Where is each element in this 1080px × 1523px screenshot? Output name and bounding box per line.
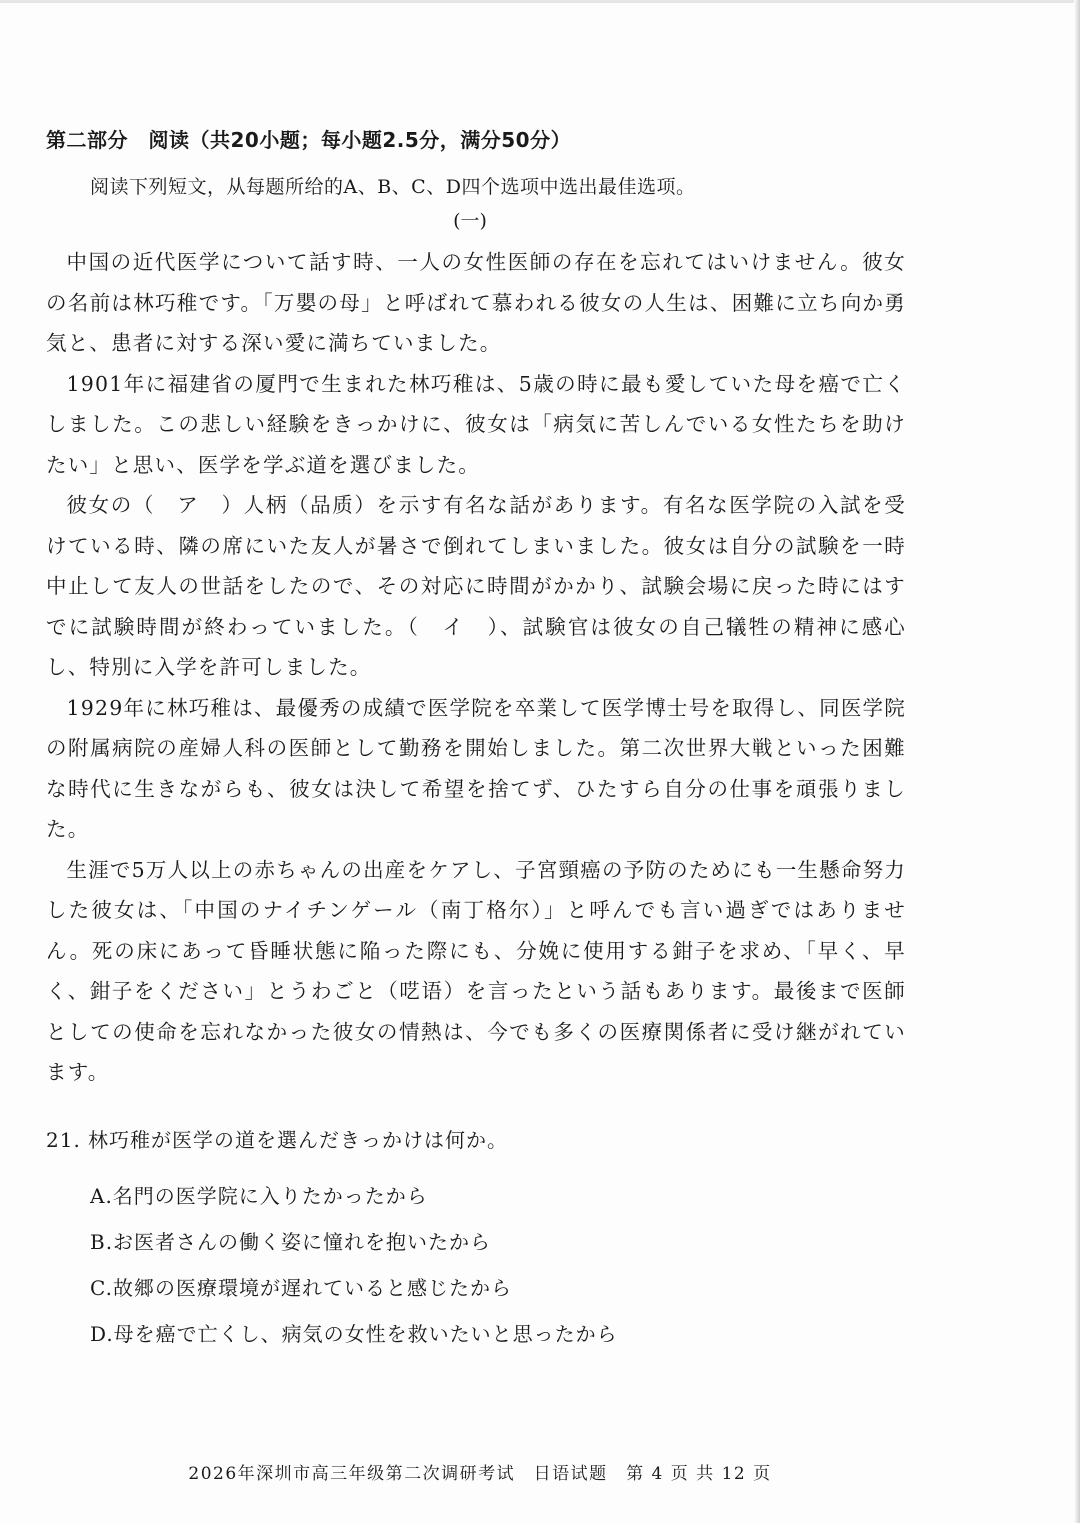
- passage-paragraph-1: 中国の近代医学について話す時、一人の女性医師の存在を忘れてはいけません。彼女の名前は林巧稚です。「万嬰の母」と呼ばれて慕われる彼女の人生は、困難に立ち向か勇気と、患者に対する深い愛に満ちていました。: [46, 250, 906, 355]
- passage-paragraph-3: 彼女の（ ア ）人柄（品质）を示す有名な話があります。有名な医学院の入試を受けている時、隣の席にいた友人が暑さで倒れてしまいました。彼女は自分の試験を一時中止して友人の世話をしたので、その対応に時間がかかり、試験会場に戻った時にはすでに試験時間が終わっていました。（ イ ）、試験官は彼女の自己犠牲の精神に感心し、特別に入学を許可しました。: [46, 493, 906, 679]
- question-text: 林巧稚が医学の道を選んだきっかけは何か。: [88, 1128, 508, 1152]
- answer-options: [90, 1173, 946, 1357]
- page-footer: 2026年深圳市高三年级第二次调研考试 日语试题 第 4 页 共 12 页: [188, 1464, 772, 1484]
- passage-paragraph-5: 生涯で5万人以上の赤ちゃんの出産をケアし、子宮頸癌の予防のためにも一生懸命努力した彼女は、「中国のナイチンゲール（南丁格尔）」と呼んでも言い過ぎではありません。死の床にあって昏睡状態に陥った際にも、分娩に使用する鉗子を求め、「早く、早く、鉗子をください」とうわごと（呓语）を言ったという話もあります。最後まで医師としての使命を忘れなかった彼女の情熱は、今でも多くの医療関係者に受け継がれています。: [46, 857, 906, 1084]
- option-b: B.お医者さんの働く姿に憧れを抱いたから: [90, 1230, 492, 1254]
- reading-instruction: 阅读下列短文，从每题所给的A、B、C、D四个选项中选出最佳选项。: [90, 176, 696, 198]
- passage-number: (一): [453, 210, 487, 232]
- question-21: [46, 1124, 946, 1357]
- option-c: C.故郷の医療環境が遅れていると感じたから: [90, 1276, 512, 1300]
- scan-top-edge: [0, 0, 1080, 3]
- section-title: 第二部分 阅读（共20小题；每小题2.5分，满分50分）: [46, 128, 572, 152]
- question-number: 21.: [46, 1128, 81, 1152]
- reading-passage: [46, 242, 906, 1093]
- option-d: D.母を癌で亡くし、病気の女性を救いたいと思ったから: [90, 1322, 618, 1346]
- passage-paragraph-4: 1929年に林巧稚は、最優秀の成績で医学院を卒業して医学博士号を取得し、同医学院の附属病院の産婦人科の医師として勤務を開始しました。第二次世界大戦といった困難な時代に生きながらも、彼女は決して希望を捨てず、ひたすら自分の仕事を頑張りました。: [46, 695, 906, 841]
- scan-right-edge: [1074, 0, 1080, 1523]
- question-stem: [46, 1124, 946, 1153]
- option-a: A.名門の医学院に入りたかったから: [90, 1184, 428, 1208]
- passage-paragraph-2: 1901年に福建省の厦門で生まれた林巧稚は、5歳の時に最も愛していた母を癌で亡くしました。この悲しい経験をきっかけに、彼女は「病気に苦しんでいる女性たちを助けたい」と思い、医学を学ぶ道を選びました。: [46, 371, 906, 477]
